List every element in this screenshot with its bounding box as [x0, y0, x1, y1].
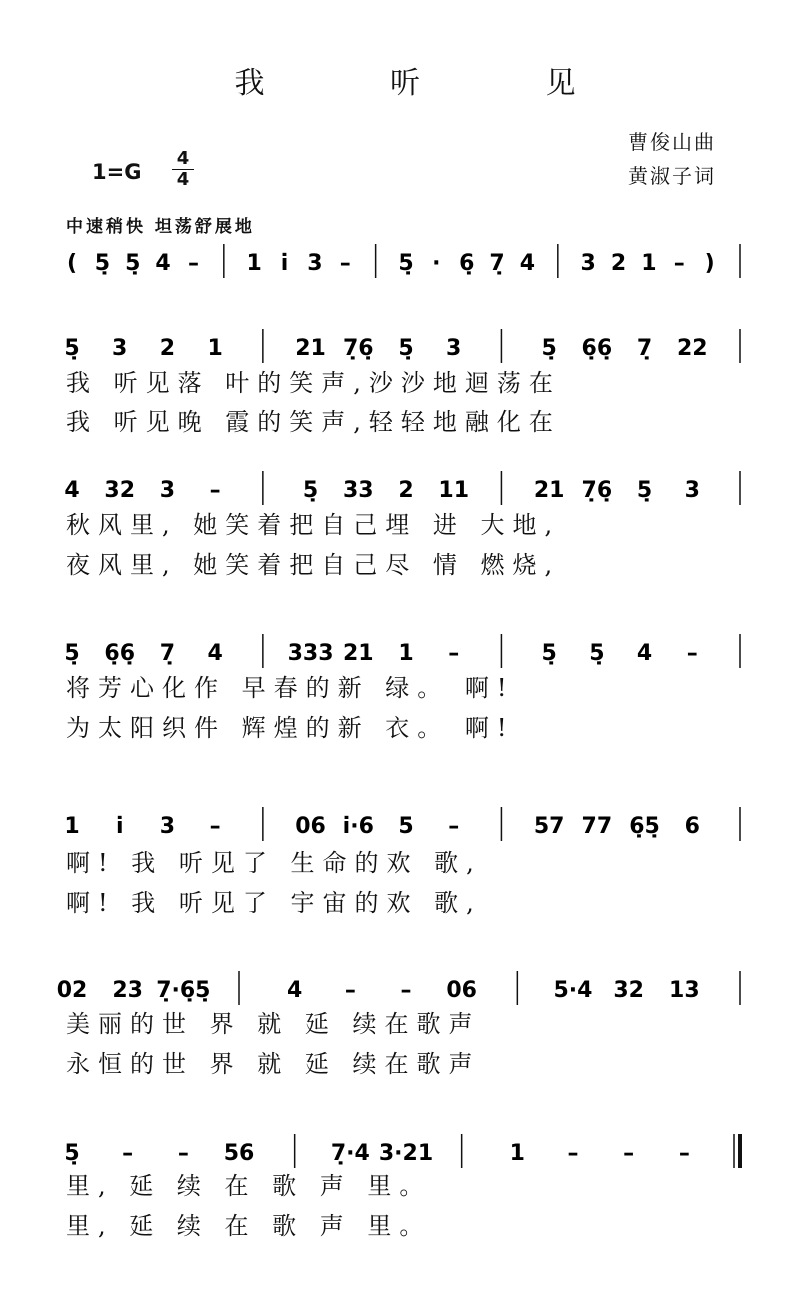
notation-token: 02	[56, 978, 88, 1003]
notation-token: –	[177, 1141, 189, 1166]
notation-token: 6̣6̣	[104, 641, 136, 666]
notation-token: 333	[287, 641, 334, 666]
lyric-line: 里, 延 续 在 歌 声 里。	[66, 1172, 432, 1200]
lyric-line: 美丽的世 界 就 延 续在歌声	[66, 1010, 481, 1038]
notation-token: 3	[307, 251, 323, 276]
notation-token: 5̣	[64, 336, 80, 361]
notation-token: 1	[641, 251, 657, 276]
notation-token: 3	[446, 336, 462, 361]
notation-token: 77	[581, 814, 613, 839]
notation-token: 7̣6̣	[581, 478, 613, 503]
notation-token: i̇	[280, 251, 289, 276]
time-signature-top: 4	[176, 148, 190, 169]
notation-token: 56	[223, 1141, 255, 1166]
notation-token: 6̣	[459, 251, 475, 276]
notation-token: 7̣·6̣5̣	[156, 978, 211, 1003]
notation-token: 1	[509, 1141, 525, 1166]
notation-token: 6̣5̣	[629, 814, 660, 839]
notation-token: 1	[246, 251, 262, 276]
notation-token: 5̣	[541, 336, 557, 361]
notation-token: 7̣	[489, 251, 505, 276]
notation-token: –	[686, 641, 698, 666]
notation-token: 21	[533, 478, 565, 503]
notation-token: –	[187, 251, 199, 276]
notation-token: 5̣	[636, 478, 653, 503]
notation-token: 22	[676, 336, 708, 361]
notation-token: –	[400, 978, 412, 1003]
notation-token: 4	[287, 978, 303, 1003]
notation-token: 3	[159, 814, 176, 839]
notation-token: –	[567, 1141, 579, 1166]
notation-token: 1	[64, 814, 80, 839]
notation-token: –	[122, 1141, 134, 1166]
notation-token: 33	[342, 478, 374, 503]
notation-token: –	[209, 814, 221, 839]
notation-token: i̇	[115, 814, 124, 839]
notation-token: 5̣	[541, 641, 557, 666]
lyric-line: 我 听见落 叶的笑声,沙沙地迴荡在	[66, 369, 561, 397]
lyric-line: 啊! 我 听见了 生命的欢 歌,	[66, 849, 482, 877]
notation-token: 7̣	[636, 336, 653, 361]
notation-token: 5̣	[302, 478, 319, 503]
notation-token: 1	[398, 641, 414, 666]
lyric-line: 里, 延 续 在 歌 声 里。	[66, 1212, 432, 1240]
notation-token: 3	[580, 251, 596, 276]
notation-token: –	[673, 251, 685, 276]
notation-token: (	[66, 251, 78, 276]
notation-token: 2	[610, 251, 627, 276]
notation-token: 2	[159, 336, 176, 361]
notation-token: 4	[519, 251, 536, 276]
notation-token: 13	[669, 978, 700, 1003]
notation-token: 32	[104, 478, 136, 503]
notation-token: 5̣	[64, 641, 80, 666]
lyric-line: 秋风里, 她笑着把自己埋 进 大地,	[66, 511, 561, 539]
notation-token: 5̣	[398, 251, 414, 276]
notation-token: 57	[533, 814, 565, 839]
notation-token: –	[448, 641, 460, 666]
notation-token: )	[704, 251, 715, 276]
notation-token: 32	[613, 978, 644, 1003]
notation-token: 23	[112, 978, 143, 1003]
notation-token: 5̣	[94, 251, 111, 276]
notation-token: –	[678, 1141, 690, 1166]
notation-token: –	[209, 478, 221, 503]
notation-token: 06	[295, 814, 326, 839]
notation-token: 21	[342, 641, 374, 666]
notation-token: 4	[636, 641, 653, 666]
notation-token: –	[623, 1141, 635, 1166]
notation-token: 21	[295, 336, 326, 361]
lyric-line: 为太阳织件 辉煌的新 衣。 啊!	[66, 714, 515, 742]
lyric-line: 我 听见晚 霞的笑声,轻轻地融化在	[66, 408, 561, 436]
notation-token: 6	[684, 814, 700, 839]
composer-credit: 曹俊山曲	[628, 130, 716, 154]
lyric-line: 将芳心化作 早春的新 绿。 啊!	[66, 674, 515, 702]
notation-token: 5̣	[64, 1141, 80, 1166]
notation-token: –	[339, 251, 351, 276]
notation-token: 3	[112, 336, 128, 361]
notation-token: 5·4	[553, 978, 593, 1003]
lyric-line: 啊! 我 听见了 宇宙的欢 歌,	[66, 889, 482, 917]
notation-token: 5̣	[398, 336, 414, 361]
notation-token: 7̣6̣	[342, 336, 374, 361]
notation-token: ·	[432, 251, 441, 276]
lyricist-credit: 黄淑子词	[628, 164, 716, 188]
notation-token: 11	[438, 478, 470, 503]
tempo-marking: 中速稍快 坦荡舒展地	[66, 217, 255, 237]
notation-token: 6̣6̣	[581, 336, 613, 361]
notation-token: 5	[398, 814, 414, 839]
notation-token: 4	[155, 251, 171, 276]
notation-token: 4	[207, 641, 223, 666]
notation-token: 3	[684, 478, 700, 503]
notation-token: 1	[207, 336, 223, 361]
key-signature: 1=G	[92, 160, 142, 184]
notation-token: 2	[398, 478, 414, 503]
notation-token: 7̣·4	[330, 1141, 370, 1166]
time-signature-bottom: 4	[176, 169, 190, 190]
notation-token: 06	[446, 978, 477, 1003]
notation-token: 5̣	[125, 251, 141, 276]
notation-token: i̇·6	[342, 814, 374, 839]
notation-token: –	[344, 978, 356, 1003]
lyric-line: 永恒的世 界 就 延 续在歌声	[66, 1050, 481, 1078]
notation-token: 7̣	[159, 641, 176, 666]
song-title: 我 听 见	[234, 66, 634, 101]
notation-token: 3	[159, 478, 176, 503]
lyric-line: 夜风里, 她笑着把自己尽 情 燃烧,	[66, 551, 561, 579]
notation-token: 5̣	[589, 641, 605, 666]
notation-token: –	[448, 814, 460, 839]
notation-token: 3·21	[378, 1141, 434, 1166]
notation-token: 4	[64, 478, 80, 503]
